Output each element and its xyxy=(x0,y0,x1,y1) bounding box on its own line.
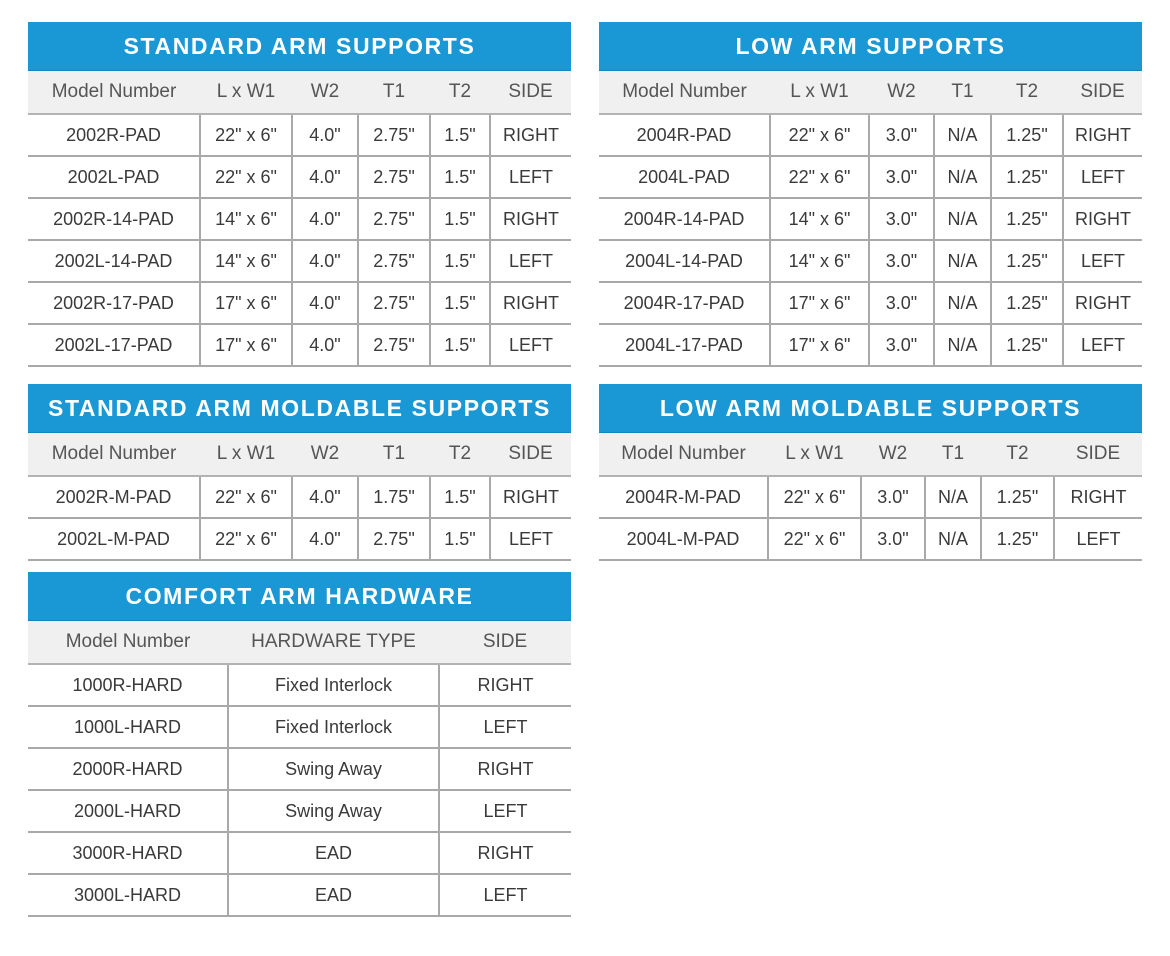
table-row xyxy=(599,324,1142,366)
table-cell: LEFT xyxy=(490,240,571,282)
table-cell: 22" x 6" xyxy=(200,156,292,198)
header-row xyxy=(28,621,571,664)
table-cell: 1.5" xyxy=(430,282,490,324)
table-cell: LEFT xyxy=(1063,240,1142,282)
table-row xyxy=(28,874,571,916)
table-cell: 2.75" xyxy=(358,198,430,240)
table-row xyxy=(28,832,571,874)
header-row xyxy=(28,433,571,476)
table-cell: 1.5" xyxy=(430,156,490,198)
section-title: LOW ARM SUPPORTS xyxy=(599,22,1142,71)
table-cell: 2004R-PAD xyxy=(599,114,770,156)
table-cell: 22" x 6" xyxy=(768,518,861,560)
table-cell: 4.0" xyxy=(292,324,358,366)
table-row xyxy=(28,156,571,198)
table-cell: LEFT xyxy=(1054,518,1142,560)
table-cell: 2.75" xyxy=(358,282,430,324)
table-cell: LEFT xyxy=(490,324,571,366)
table-cell: 1.25" xyxy=(991,282,1063,324)
table-cell: 3.0" xyxy=(869,114,934,156)
table-cell: LEFT xyxy=(1063,156,1142,198)
table-row xyxy=(28,748,571,790)
table-cell: 22" x 6" xyxy=(200,114,292,156)
table-cell: LEFT xyxy=(1063,324,1142,366)
table-cell: 17" x 6" xyxy=(200,324,292,366)
table-cell: EAD xyxy=(228,874,439,916)
table-cell: 2000L-HARD xyxy=(28,790,228,832)
table-cell: LEFT xyxy=(439,790,571,832)
table-cell: 2.75" xyxy=(358,324,430,366)
table-cell: LEFT xyxy=(439,874,571,916)
column-header: T2 xyxy=(430,71,490,114)
table-cell: Fixed Interlock xyxy=(228,664,439,706)
table-cell: N/A xyxy=(934,198,991,240)
column-header: HARDWARE TYPE xyxy=(228,621,439,664)
table-cell: RIGHT xyxy=(490,114,571,156)
table-cell: 2000R-HARD xyxy=(28,748,228,790)
table-cell: 22" x 6" xyxy=(770,156,869,198)
table-cell: 14" x 6" xyxy=(770,240,869,282)
table-cell: RIGHT xyxy=(490,198,571,240)
section-title: LOW ARM MOLDABLE SUPPORTS xyxy=(599,384,1142,433)
header-row xyxy=(599,433,1142,476)
section-title: STANDARD ARM MOLDABLE SUPPORTS xyxy=(28,384,571,433)
table-cell: 3.0" xyxy=(869,156,934,198)
table-row xyxy=(28,114,571,156)
table-cell: 1000L-HARD xyxy=(28,706,228,748)
column-header: SIDE xyxy=(490,433,571,476)
column-header: Model Number xyxy=(599,71,770,114)
column-header: L x W1 xyxy=(770,71,869,114)
table-row xyxy=(28,282,571,324)
table-cell: 2002L-M-PAD xyxy=(28,518,200,560)
column-header: W2 xyxy=(292,71,358,114)
table-cell: 17" x 6" xyxy=(770,282,869,324)
table-cell: LEFT xyxy=(439,706,571,748)
table-cell: 4.0" xyxy=(292,282,358,324)
table-cell: RIGHT xyxy=(439,664,571,706)
table-cell: N/A xyxy=(925,518,981,560)
table-row xyxy=(28,664,571,706)
column-header: T1 xyxy=(925,433,981,476)
table-cell: 14" x 6" xyxy=(200,198,292,240)
table-cell: N/A xyxy=(934,156,991,198)
column-header: L x W1 xyxy=(200,433,292,476)
table-cell: 2004L-PAD xyxy=(599,156,770,198)
table-cell: 17" x 6" xyxy=(200,282,292,324)
column-header: Model Number xyxy=(28,71,200,114)
table-cell: RIGHT xyxy=(1063,198,1142,240)
table-cell: RIGHT xyxy=(1054,476,1142,518)
table-cell: 2002R-14-PAD xyxy=(28,198,200,240)
table-cell: 3000R-HARD xyxy=(28,832,228,874)
table-cell: 4.0" xyxy=(292,156,358,198)
table-cell: 3.0" xyxy=(861,476,925,518)
table-cell: RIGHT xyxy=(490,476,571,518)
table-cell: 4.0" xyxy=(292,114,358,156)
table-cell: EAD xyxy=(228,832,439,874)
table-cell: 1.75" xyxy=(358,476,430,518)
table-cell: RIGHT xyxy=(439,748,571,790)
table-cell: Swing Away xyxy=(228,748,439,790)
table-row xyxy=(28,476,571,518)
table-row xyxy=(599,114,1142,156)
table-cell: LEFT xyxy=(490,518,571,560)
table-cell: 1.25" xyxy=(981,476,1054,518)
column-header: W2 xyxy=(292,433,358,476)
table-cell: 2.75" xyxy=(358,156,430,198)
table-cell: 3.0" xyxy=(861,518,925,560)
table-cell: 2004L-14-PAD xyxy=(599,240,770,282)
table-cell: 4.0" xyxy=(292,198,358,240)
table-cell: 1.5" xyxy=(430,518,490,560)
table-row xyxy=(599,518,1142,560)
table-cell: 4.0" xyxy=(292,240,358,282)
table-cell: 3.0" xyxy=(869,324,934,366)
table-row xyxy=(599,282,1142,324)
table-cell: 22" x 6" xyxy=(770,114,869,156)
column-header: T2 xyxy=(991,71,1063,114)
table-cell: 14" x 6" xyxy=(770,198,869,240)
table-cell: N/A xyxy=(934,324,991,366)
table-cell: 2002L-PAD xyxy=(28,156,200,198)
column-header: SIDE xyxy=(1063,71,1142,114)
table-cell: LEFT xyxy=(490,156,571,198)
table-cell: 2002L-14-PAD xyxy=(28,240,200,282)
table-cell: 1000R-HARD xyxy=(28,664,228,706)
table-cell: 2002R-M-PAD xyxy=(28,476,200,518)
table-cell: 4.0" xyxy=(292,518,358,560)
column-header: L x W1 xyxy=(768,433,861,476)
table-cell: 1.25" xyxy=(991,240,1063,282)
table-cell: 3.0" xyxy=(869,240,934,282)
table-cell: N/A xyxy=(934,114,991,156)
column-header: T1 xyxy=(934,71,991,114)
table-cell: RIGHT xyxy=(439,832,571,874)
column-header: T2 xyxy=(430,433,490,476)
comfort-arm-hardware-table xyxy=(28,572,571,917)
table-cell: 3.0" xyxy=(869,198,934,240)
table-cell: 17" x 6" xyxy=(770,324,869,366)
table-cell: 3.0" xyxy=(869,282,934,324)
column-header: W2 xyxy=(869,71,934,114)
table-cell: 1.5" xyxy=(430,324,490,366)
table-row xyxy=(599,198,1142,240)
table-cell: N/A xyxy=(934,240,991,282)
low-arm-moldable-supports-table xyxy=(599,384,1142,561)
table-row xyxy=(28,518,571,560)
table-cell: 2.75" xyxy=(358,518,430,560)
table-cell: 2002L-17-PAD xyxy=(28,324,200,366)
table-cell: RIGHT xyxy=(1063,282,1142,324)
table-row xyxy=(28,790,571,832)
column-header: Model Number xyxy=(28,621,228,664)
standard-arm-moldable-supports-table xyxy=(28,384,571,561)
section-title: COMFORT ARM HARDWARE xyxy=(28,572,571,621)
table-row xyxy=(28,198,571,240)
table-cell: 22" x 6" xyxy=(200,476,292,518)
table-row xyxy=(599,156,1142,198)
table-cell: 3000L-HARD xyxy=(28,874,228,916)
table-cell: 1.5" xyxy=(430,198,490,240)
table-cell: Swing Away xyxy=(228,790,439,832)
table-cell: 1.25" xyxy=(991,198,1063,240)
column-header: SIDE xyxy=(490,71,571,114)
table-cell: 1.5" xyxy=(430,240,490,282)
column-header: Model Number xyxy=(28,433,200,476)
table-cell: 1.25" xyxy=(981,518,1054,560)
table-cell: 1.25" xyxy=(991,324,1063,366)
table-cell: 4.0" xyxy=(292,476,358,518)
table-cell: 2.75" xyxy=(358,114,430,156)
table-cell: Fixed Interlock xyxy=(228,706,439,748)
table-cell: N/A xyxy=(934,282,991,324)
table-cell: 2004R-17-PAD xyxy=(599,282,770,324)
column-header: SIDE xyxy=(1054,433,1142,476)
table-cell: 2004L-17-PAD xyxy=(599,324,770,366)
table-row xyxy=(599,476,1142,518)
table-row xyxy=(28,706,571,748)
low-arm-supports-table xyxy=(599,22,1142,367)
table-cell: RIGHT xyxy=(490,282,571,324)
table-cell: 2.75" xyxy=(358,240,430,282)
header-row xyxy=(599,71,1142,114)
column-header: L x W1 xyxy=(200,71,292,114)
table-cell: 1.5" xyxy=(430,476,490,518)
table-cell: N/A xyxy=(925,476,981,518)
column-header: W2 xyxy=(861,433,925,476)
table-cell: 2004R-M-PAD xyxy=(599,476,768,518)
column-header: T1 xyxy=(358,71,430,114)
column-header: SIDE xyxy=(439,621,571,664)
table-cell: 1.25" xyxy=(991,156,1063,198)
table-cell: 14" x 6" xyxy=(200,240,292,282)
table-cell: 22" x 6" xyxy=(768,476,861,518)
column-header: Model Number xyxy=(599,433,768,476)
table-cell: 2004R-14-PAD xyxy=(599,198,770,240)
standard-arm-supports-table xyxy=(28,22,571,367)
table-cell: 2002R-PAD xyxy=(28,114,200,156)
column-header: T1 xyxy=(358,433,430,476)
table-cell: 2002R-17-PAD xyxy=(28,282,200,324)
table-cell: 2004L-M-PAD xyxy=(599,518,768,560)
table-row xyxy=(599,240,1142,282)
table-row xyxy=(28,324,571,366)
section-title: STANDARD ARM SUPPORTS xyxy=(28,22,571,71)
table-cell: RIGHT xyxy=(1063,114,1142,156)
table-cell: 1.25" xyxy=(991,114,1063,156)
table-cell: 22" x 6" xyxy=(200,518,292,560)
column-header: T2 xyxy=(981,433,1054,476)
table-row xyxy=(28,240,571,282)
table-cell: 1.5" xyxy=(430,114,490,156)
header-row xyxy=(28,71,571,114)
